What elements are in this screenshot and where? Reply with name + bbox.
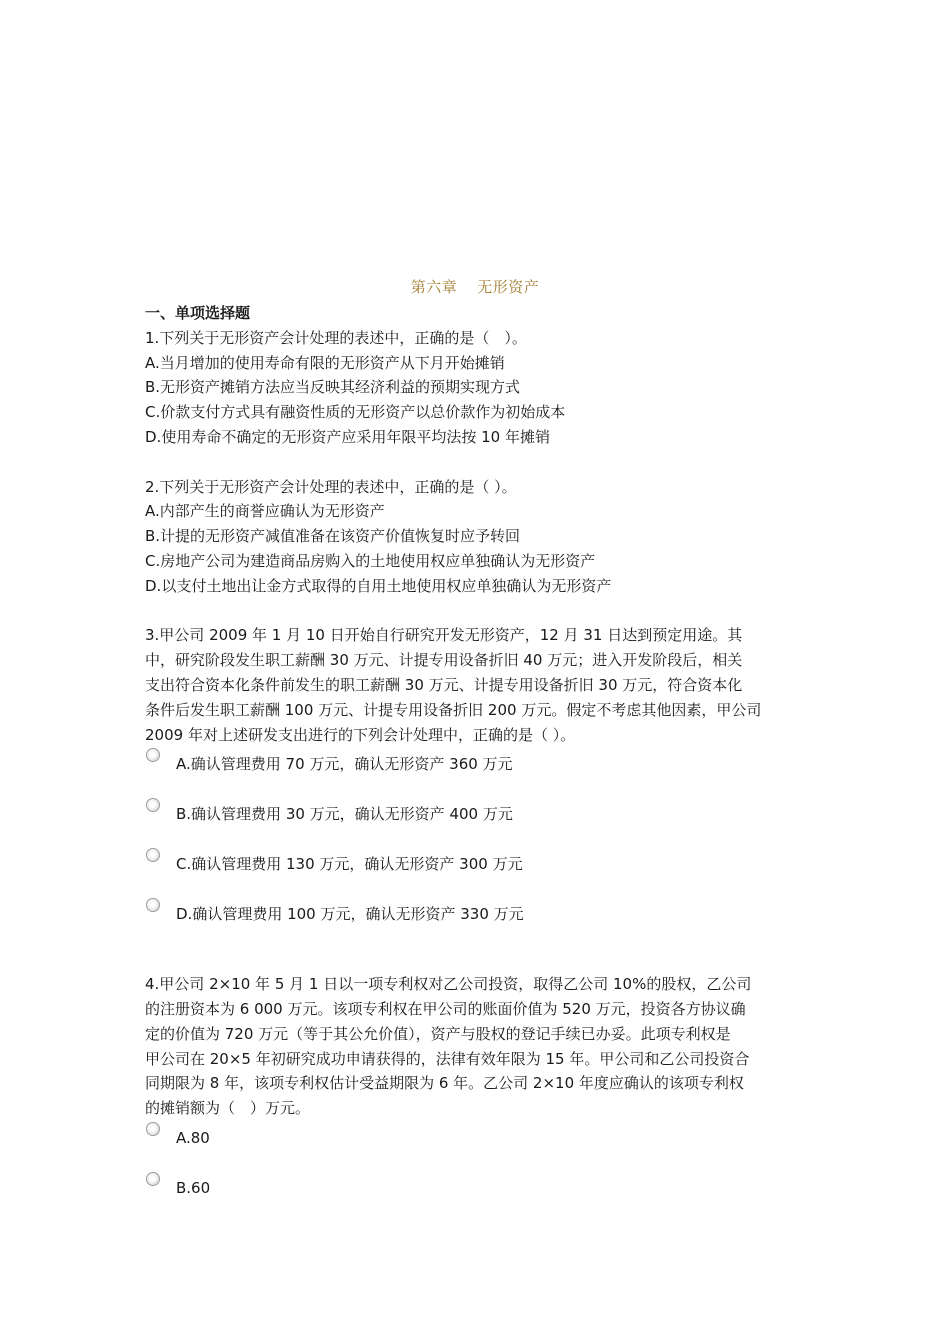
option-a: A.当月增加的使用寿命有限的无形资产从下月开始摊销 xyxy=(145,353,505,372)
radio-button-icon[interactable] xyxy=(146,898,160,912)
option-d: D.以支付土地出让金方式取得的自用土地使用权应单独确认为无形资产 xyxy=(145,576,612,595)
question-stem: 1.下列关于无形资产会计处理的表述中，正确的是（ ）。 xyxy=(145,328,527,347)
section-heading: 一、单项选择题 xyxy=(145,304,251,322)
option-label: C.确认管理费用 130 万元，确认无形资产 300 万元 xyxy=(176,855,523,874)
answer-option-b[interactable] xyxy=(145,1171,805,1221)
question-stem-line: 2009 年对上述研发支出进行的下列会计处理中，正确的是（ ）。 xyxy=(145,725,576,744)
chapter-title xyxy=(0,276,950,297)
question-stem-line: 定的价值为 720 万元（等于其公允价值），资产与股权的登记手续已办妥。此项专利权是 xyxy=(145,1024,731,1043)
spacer xyxy=(145,599,805,624)
question-stem-line: 甲公司在 20×5 年初研究成功申请获得的，法律有效年限为 15 年。甲公司和乙公司投资合 xyxy=(145,1049,750,1068)
option-b: B.计提的无形资产减值准备在该资产价值恢复时应予转回 xyxy=(145,527,521,546)
option-c: C.房地产公司为建造商品房购入的土地使用权应单独确认为无形资产 xyxy=(145,551,596,570)
answer-option-a[interactable] xyxy=(145,1121,805,1171)
question-2 xyxy=(145,475,805,599)
spacer xyxy=(145,947,805,972)
option-d: D.使用寿命不确定的无形资产应采用年限平均法按 10 年摊销 xyxy=(145,427,550,446)
question-stem-line: 中，研究阶段发生职工薪酬 30 万元、计提专用设备折旧 40 万元；进入开发阶段后，相关 xyxy=(145,651,743,670)
option-label: B.60 xyxy=(176,1178,211,1197)
option-b: B.无形资产摊销方法应当反映其经济利益的预期实现方式 xyxy=(145,378,521,397)
radio-button-icon[interactable] xyxy=(146,798,160,812)
spacer xyxy=(145,450,805,475)
question-4 xyxy=(145,972,805,1221)
chapter-number: 第六章 xyxy=(410,278,458,296)
option-label: A.确认管理费用 70 万元，确认无形资产 360 万元 xyxy=(176,755,513,774)
question-stem-line: 3.甲公司 2009 年 1 月 10 日开始自行研究开发无形资产，12 月 31 日达到预定用途。其 xyxy=(145,626,743,645)
option-label: A.80 xyxy=(176,1128,210,1147)
option-label: B.确认管理费用 30 万元，确认无形资产 400 万元 xyxy=(176,805,513,824)
question-stem-line: 4.甲公司 2×10 年 5 月 1 日以一项专利权对乙公司投资，取得乙公司 10%的股权，乙公司 xyxy=(145,975,752,994)
option-c: C.价款支付方式具有融资性质的无形资产以总价款作为初始成本 xyxy=(145,403,566,422)
question-stem: 2.下列关于无形资产会计处理的表述中，正确的是（ ）。 xyxy=(145,477,517,496)
option-a: A.内部产生的商誉应确认为无形资产 xyxy=(145,502,385,521)
radio-button-icon[interactable] xyxy=(146,1122,160,1136)
question-1 xyxy=(145,326,805,450)
question-stem-line: 支出符合资本化条件前发生的职工薪酬 30 万元、计提专用设备折旧 30 万元，符合资本化 xyxy=(145,675,743,694)
question-list xyxy=(145,301,805,1221)
radio-button-icon[interactable] xyxy=(146,848,160,862)
question-stem-line: 同期限为 8 年，该项专利权估计受益期限为 6 年。乙公司 2×10 年度应确认的该项专利权 xyxy=(145,1074,744,1093)
answer-option-b[interactable] xyxy=(145,797,805,847)
chapter-name: 无形资产 xyxy=(477,278,540,296)
answer-option-d[interactable] xyxy=(145,897,805,947)
radio-button-icon[interactable] xyxy=(146,748,160,762)
question-stem-line: 的摊销额为（ ）万元。 xyxy=(145,1099,311,1118)
answer-option-a[interactable] xyxy=(145,747,805,797)
question-3 xyxy=(145,623,805,947)
question-stem-line: 条件后发生职工薪酬 100 万元、计提专用设备折旧 200 万元。假定不考虑其他因素，甲公司 xyxy=(145,700,762,719)
radio-button-icon[interactable] xyxy=(146,1172,160,1186)
answer-option-c[interactable] xyxy=(145,847,805,897)
question-stem-line: 的注册资本为 6 000 万元。该项专利权在甲公司的账面价值为 520 万元，投资各方协议确 xyxy=(145,999,746,1018)
option-label: D.确认管理费用 100 万元，确认无形资产 330 万元 xyxy=(176,905,524,924)
